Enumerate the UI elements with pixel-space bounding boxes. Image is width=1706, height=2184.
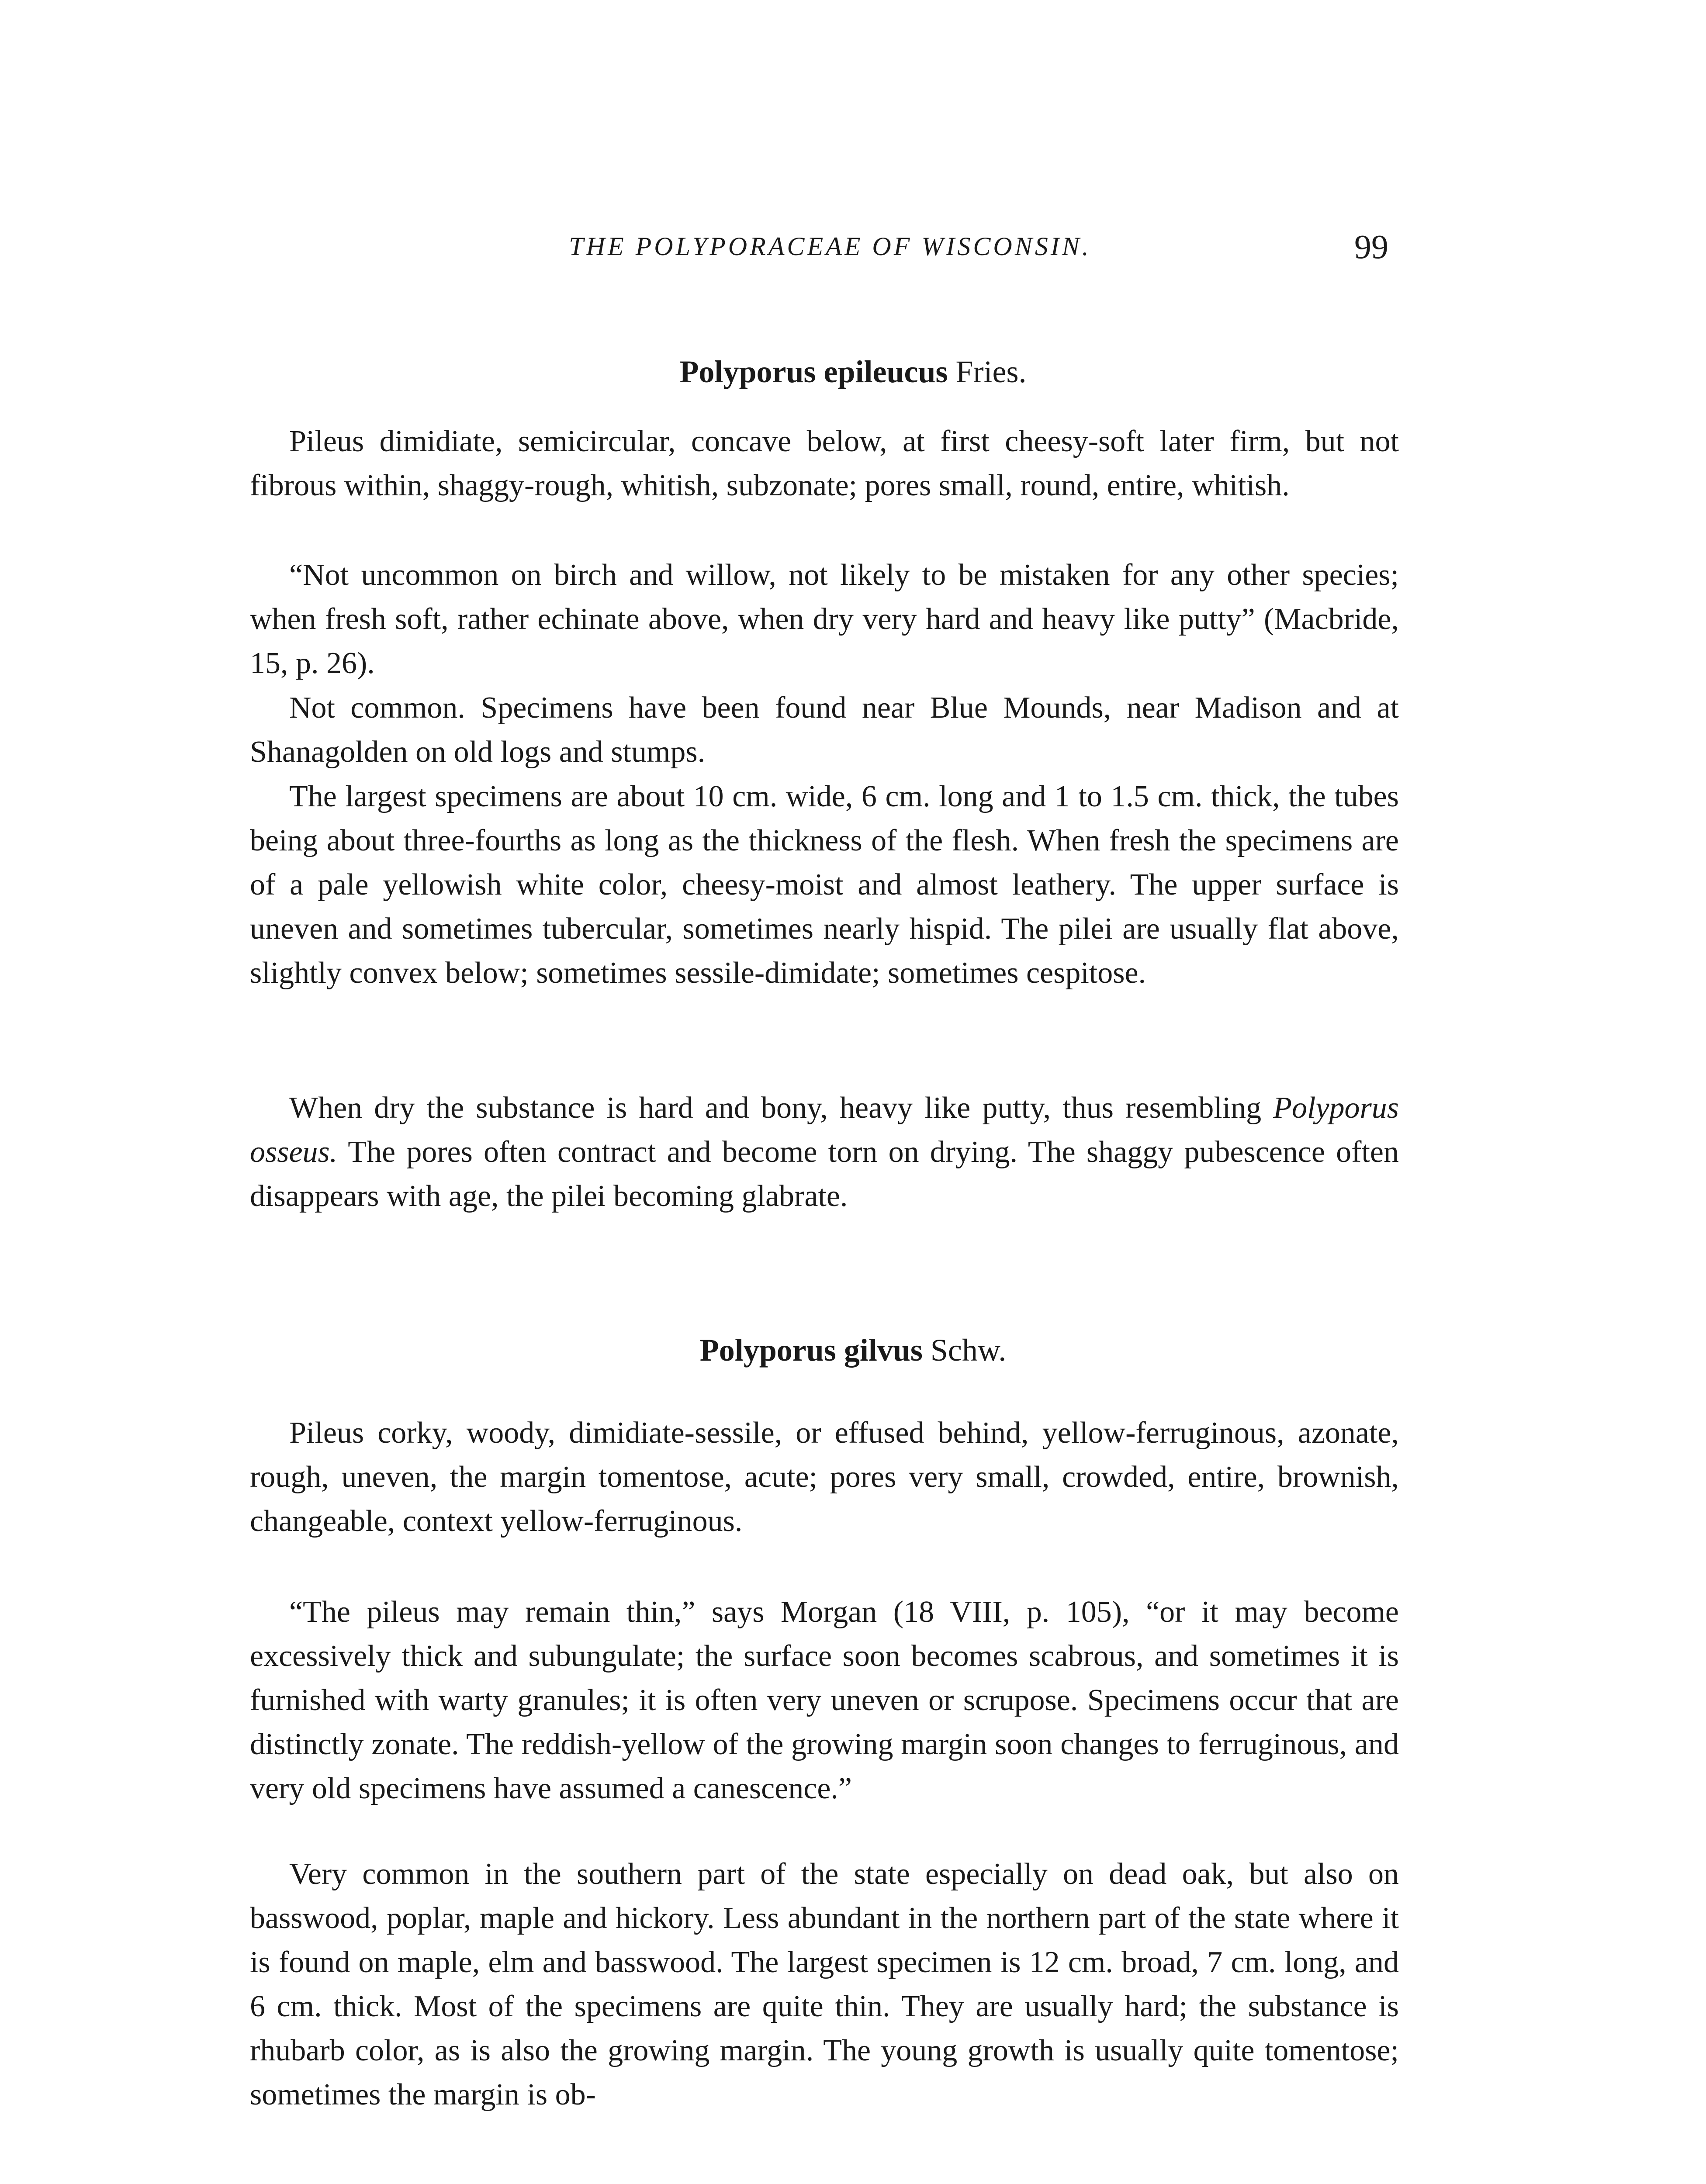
occurrence-paragraph: Not common. Specimens have been found near Blue Mounds, near Madison and at Shanagolden on old logs and stumps.: [250, 691, 1399, 769]
genus-name: Polyporus: [679, 354, 816, 389]
species-author: Fries.: [955, 354, 1027, 389]
dry-text-b: The pores often contract and become torn on drying. The shaggy pubescence often disappears with age, the pilei becoming glabrate.: [250, 1135, 1399, 1213]
genus-name: Polyporus: [699, 1333, 836, 1368]
occurrence-paragraph: Very common in the southern part of the state especially on dead oak, but also on basswood, poplar, maple and hickory. Less abundant in the northern part of the state where it is found on maple, elm and basswood. The largest specimen is 12 cm. broad, 7 cm. long, and 6 cm. thick. Most of the specimens are quite thin. They are usually hard; the substance is rhubarb color, as is also the growing margin. The young growth is usually quite tomentose; sometimes the margin is ob-: [250, 1857, 1399, 2111]
page-number: 99: [1354, 228, 1388, 266]
description-paragraph: Pileus dimidiate, semicircular, concave below, at first cheesy-soft later firm, but not fibrous within, shaggy-rough, whitish, subzonate; pores small, round, entire, whitish.: [250, 425, 1399, 502]
quotation-paragraph: “Not uncommon on birch and willow, not likely to be mistaken for any other species; when fresh soft, rather echinate above, when dry very hard and heavy like putty” (Macbride, 15, p. 26).: [250, 558, 1399, 680]
species-author: Schw.: [930, 1333, 1007, 1368]
species-name: gilvus: [844, 1333, 923, 1368]
species-heading-gilvus: [0, 1332, 1706, 1368]
species-heading-epileucus: [0, 354, 1706, 390]
specimen-paragraph: The largest specimens are about 10 cm. wide, 6 cm. long and 1 to 1.5 cm. thick, the tubes being about three-fourths as long as the thickness of the flesh. When fresh the specimens are of a pale yellowish white color, cheesy-moist and almost leathery. The upper surface is uneven and sometimes tubercular, sometimes nearly hispid. The pilei are usually flat above, slightly convex below; sometimes sessile-dimidate; sometimes cespitose.: [250, 780, 1399, 990]
dry-text-italic: Polyporus osseus.: [250, 1091, 1399, 1169]
description-paragraph: Pileus corky, woody, dimidiate-sessile, or effused behind, yellow-ferruginous, azonate, rough, uneven, the margin tomentose, acute; pores very small, crowded, entire, brownish, changeable, context yellow-ferruginous.: [250, 1416, 1399, 1538]
dry-paragraph: [250, 1086, 1399, 1218]
species-name: epileucus: [824, 354, 948, 389]
running-title: THE POLYPORACEAE OF WISCONSIN.: [569, 232, 1091, 261]
quotation-paragraph: “The pileus may remain thin,” says Morgan (18 VIII, p. 105), “or it may become excessively thick and subungulate; the surface soon becomes scabrous, and sometimes it is furnished with warty granules; it is often very uneven or scrupose. Specimens occur that are distinctly zonate. The reddish-yellow of the growing margin soon changes to ferruginous, and very old specimens have assumed a canescence.”: [250, 1595, 1399, 1805]
dry-text-a: When dry the substance is hard and bony, heavy like putty, thus resembling: [289, 1091, 1273, 1125]
